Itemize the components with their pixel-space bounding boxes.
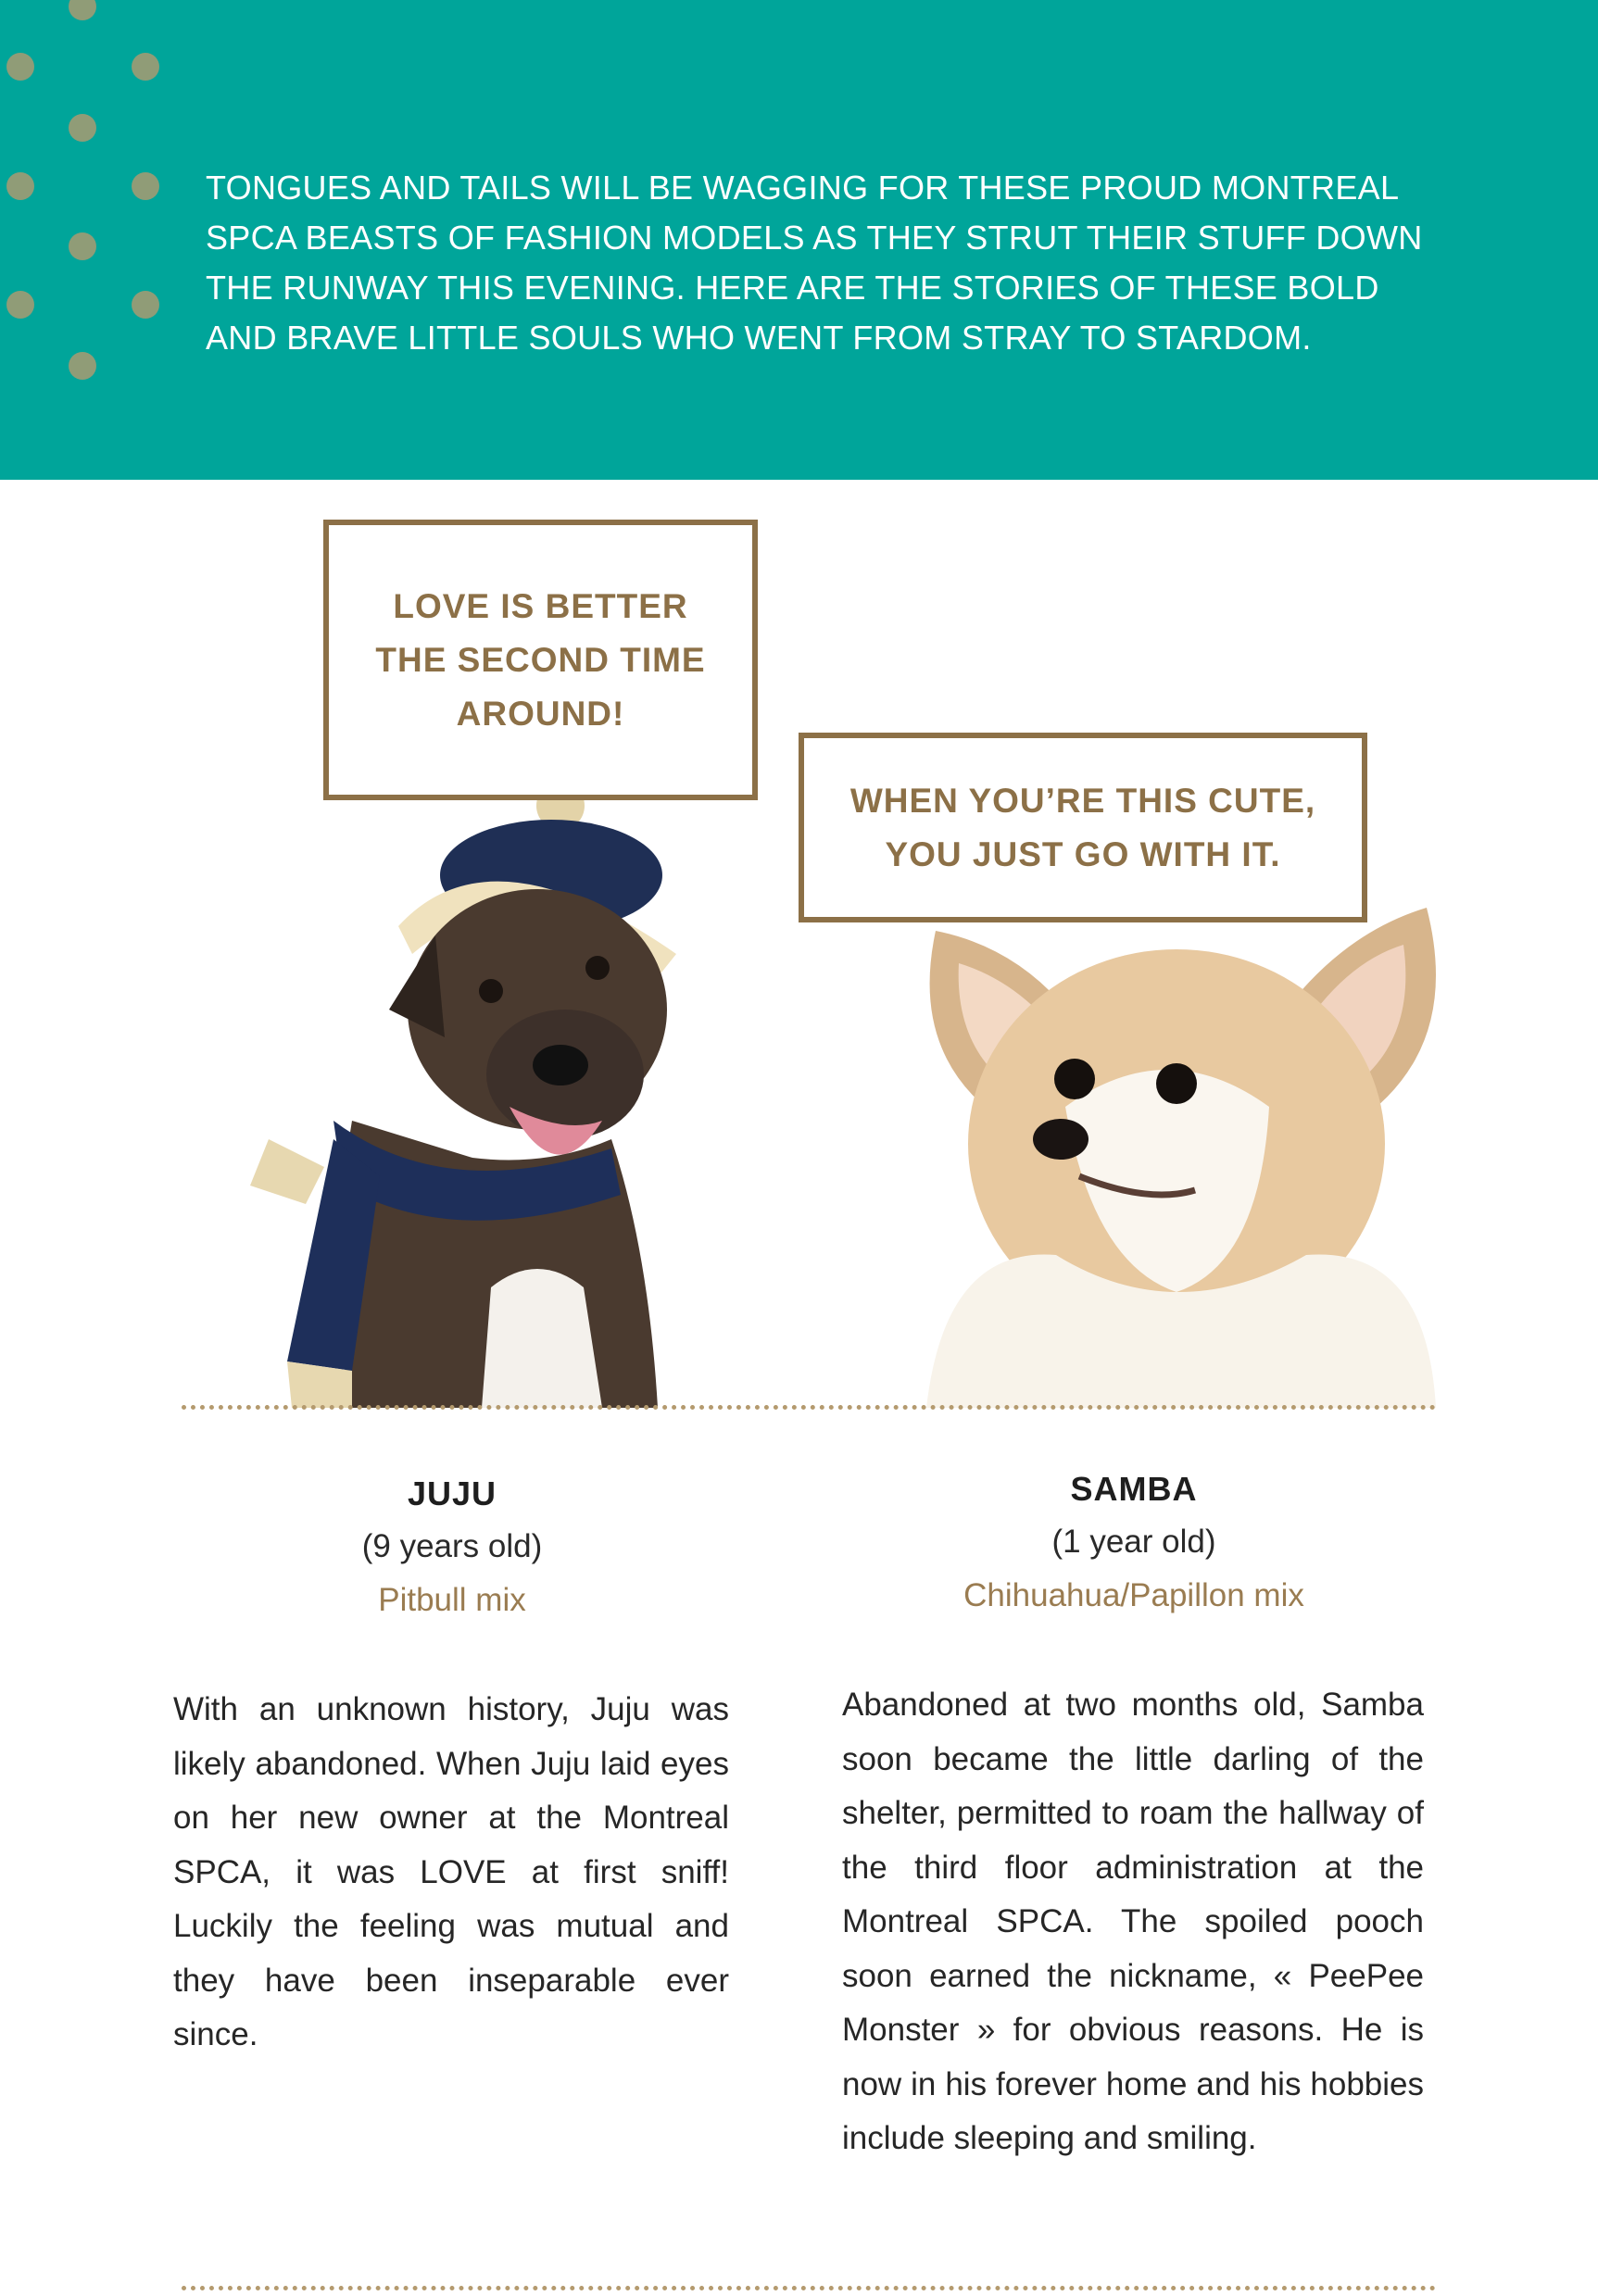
decorative-dot <box>69 114 96 142</box>
juju-story: With an unknown history, Juju was likely abandoned. When Juju laid eyes on her new owner at the Montreal SPCA, it was LOVE at first sniff! Luckily the feeling was mutual and they have been inseparable ever since. <box>173 1691 729 2052</box>
decorative-dot <box>132 291 159 319</box>
samba-story: Abandoned at two months old, Samba soon became the little darling of the shelter, permitted to roam the hallway of the third floor administration at the Montreal SPCA. The spoiled pooch soon earned the nickname, « PeePee Monster » for obvious reasons. He is now in his forever home and his hobbies include sleeping and smiling. <box>842 1687 1424 2156</box>
decorative-dot <box>69 352 96 380</box>
divider <box>182 1405 1436 1410</box>
intro-banner <box>0 0 1598 480</box>
decorative-dot <box>6 172 34 200</box>
samba-age: (1 year old) <box>1051 1524 1216 1560</box>
samba-quote-box <box>799 733 1367 922</box>
juju-age: (9 years old) <box>361 1528 543 1564</box>
samba-quote: WHEN YOU’RE THIS CUTE, YOU JUST GO WITH IT. <box>849 781 1316 873</box>
juju-photo <box>213 769 695 1408</box>
juju-name: JUJU <box>407 1474 497 1512</box>
juju-quote-box <box>323 520 758 800</box>
divider <box>182 2286 1436 2290</box>
samba-photo <box>871 894 1464 1408</box>
decorative-dot <box>6 291 34 319</box>
juju-quote: LOVE IS BETTER THE SECOND TIME AROUND! <box>375 586 706 733</box>
decorative-dot <box>69 232 96 260</box>
samba-breed: Chihuahua/Papillon mix <box>963 1577 1304 1613</box>
intro-text: TONGUES AND TAILS WILL BE WAGGING FOR THESE PROUD MONTREAL SPCA BEASTS OF FASHION MODELS AS THEY STRUT THEIR STUFF DOWN THE RUNWAY THIS EVENING. HERE ARE THE STORIES OF THESE BOLD AND BRAVE LITTLE SOULS WHO WENT FROM STRAY TO STARDOM. <box>206 169 1423 357</box>
decorative-dot <box>69 0 96 20</box>
decorative-dot <box>132 53 159 81</box>
juju-breed: Pitbull mix <box>378 1582 526 1618</box>
samba-name: SAMBA <box>1070 1470 1198 1508</box>
decorative-dot <box>132 172 159 200</box>
decorative-dot <box>6 53 34 81</box>
